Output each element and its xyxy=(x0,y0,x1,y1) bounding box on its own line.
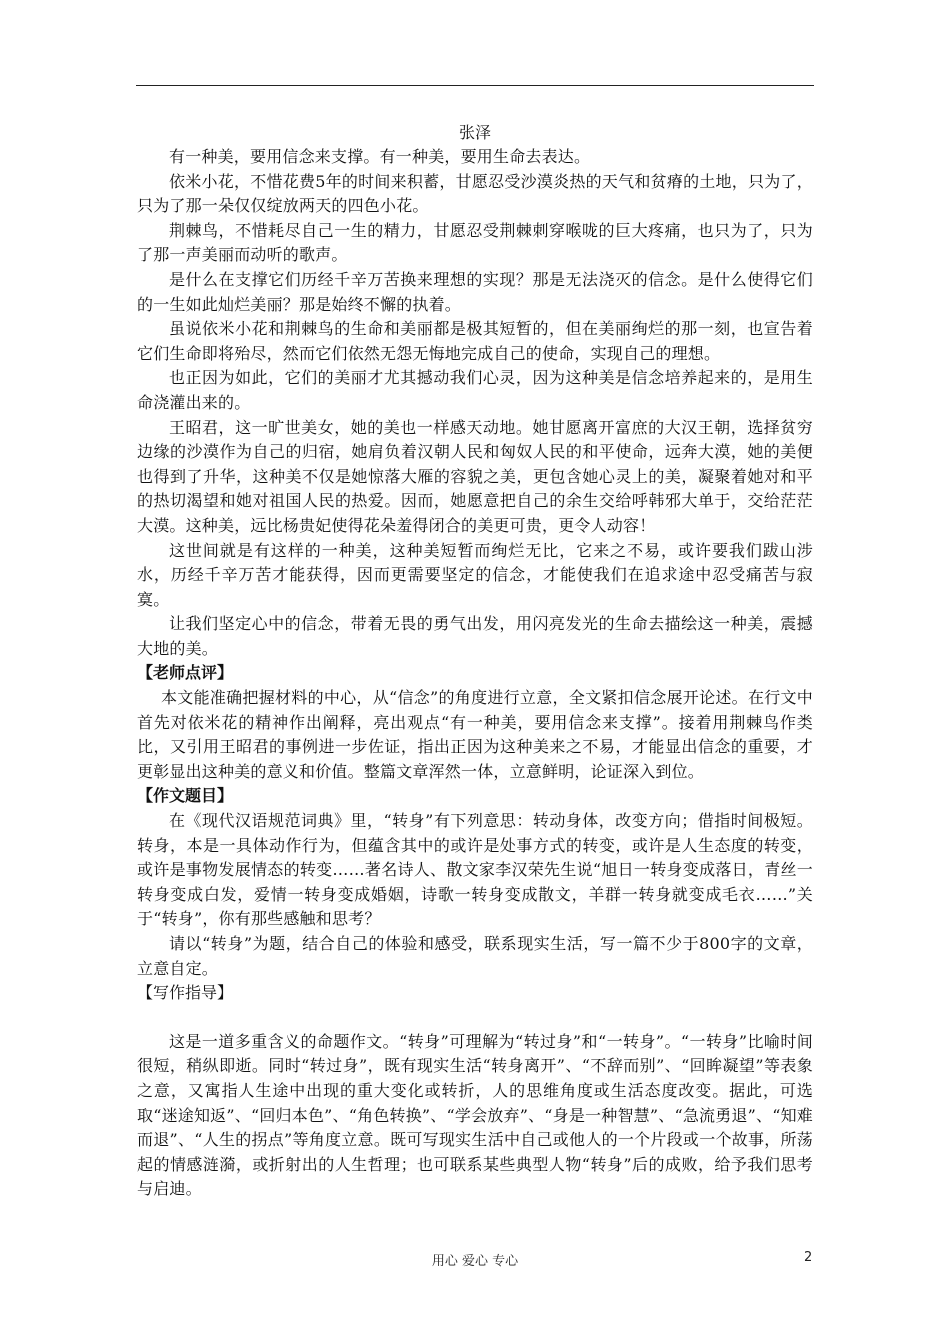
essay-paragraph: 让我们坚定心中的信念，带着无畏的勇气出发，用闪亮发光的生命去描绘这一种美，震撼大地的美。 xyxy=(137,614,813,658)
essay-paragraph: 这世间就是有这样的一种美，这种美短暂而绚烂无比，它来之不易，或许要我们跋山涉水，历经千辛万苦才能获得，因而更需要坚定的信念，才能使我们在追求途中忍受痛苦与寂寞。 xyxy=(137,540,813,609)
topic-heading: 【作文题目】 xyxy=(137,786,234,806)
essay-paragraph: 有一种美，要用信念来支撑。有一种美，要用生命去表达。 xyxy=(169,147,591,166)
document-body xyxy=(137,121,813,1202)
comment-heading: 【老师点评】 xyxy=(137,663,234,683)
essay-paragraph: 也正因为如此，它们的美丽才尤其撼动我们心灵，因为这种美是信念培养起来的，是用生命浇灌出来的。 xyxy=(137,368,813,412)
essay-paragraph: 虽说依米小花和荆棘鸟的生命和美丽都是极其短暂的，但在美丽绚烂的那一刻，也宣告着它们生命即将殆尽，然而它们依然无怨无悔地完成自己的使命，实现自己的理想。 xyxy=(137,319,813,363)
essay-paragraph: 依米小花，不惜花费5年的时间来积蓄，甘愿忍受沙漠炎热的天气和贫瘠的土地，只为了，只为了那一朵仅仅绽放两天的四色小花。 xyxy=(137,171,813,216)
essay-paragraph: 荆棘鸟，不惜耗尽自己一生的精力，甘愿忍受荆棘刺穿喉咙的巨大疼痛，也只为了，只为了那一声美丽而动听的歌声。 xyxy=(137,220,813,265)
essay-paragraph: 是什么在支撑它们历经千辛万苦换来理想的实现？那是无法浇灭的信念。是什么使得它们的一生如此灿烂美丽？那是始终不懈的执着。 xyxy=(137,269,813,314)
essay-author: 张泽 xyxy=(458,123,491,142)
page-number: 2 xyxy=(804,1250,813,1265)
essay-paragraph: 王昭君，这一旷世美女，她的美也一样感天动地。她甘愿离开富庶的大汉王朝，选择贫穷边缘的沙漠作为自己的归宿，她肩负着汉朝人民和匈奴人民的和平使命，远奔大漠，她的美便也得到了升华，这种美不仅是她惊落大雁的容貌之美，更包含她心灵上的美，凝聚着她对和平的热切渴望和她对祖国人民的热爱。因而，她愿意把自己的余生交给呼韩邪大单于，交给茫茫大漠。这种美，远比杨贵妃使得花朵羞得闭合的美更可贵，更令人动容！ xyxy=(137,417,813,535)
comment-text: 本文能准确把握材料的中心，从“信念”的角度进行立意，全文紧扣信念展开论述。在行文中首先对依米花的精神作出阐释，亮出观点“有一种美，要用信念来支撑”。接着用荆棘鸟作类比，又引用王昭君的事例进一步佐证，指出正因为这种美来之不易，才能显出信念的重要，才更彰显出这种美的意义和价值。整篇文章浑然一体，立意鲜明，论证深入到位。 xyxy=(137,688,813,781)
guide-heading: 【写作指导】 xyxy=(137,983,234,1003)
spacer xyxy=(137,1006,813,1030)
topic-paragraph: 在《现代汉语规范词典》里，“转身”有下列意思：转动身体，改变方向；借指时间极短。转身，本是一具体动作行为，但蕴含其中的或许是处事方式的转变，或许是人生态度的转变，或许是事物发展情态的转变……著名诗人、散文家李汉荣先生说“旭日一转身变成落日，青丝一转身变成白发，爱情一转身变成婚姻，诗歌一转身变成散文，羊群一转身就变成毛衣……”关于“转身”，你有那些感触和思考？ xyxy=(137,811,813,929)
footer-motto: 用心 爱心 专心 xyxy=(431,1254,519,1269)
header-rule xyxy=(136,85,814,86)
guide-text: 这是一道多重含义的命题作文。“转身”可理解为“转过身”和“一转身”。“一转身”比喻时间很短，稍纵即逝。同时“转过身”，既有现实生活“转身离开”、“不辞而别”、“回眸凝望”等表象之意，又寓指人生途中出现的重大变化或转折，人的思维角度或生活态度改变。据此，可选取“迷途知返”、“回归本色”、“角色转换”、“学会放弃”、“身是一种智慧”、“急流勇退”、“知难而退”、“人生的拐点”等角度立意。既可写现实生活中自己或他人的一个片段或一个故事，所荡起的情感涟漪，或折射出的人生哲理；也可联系某些典型人物“转身”后的成败，给予我们思考与启迪。 xyxy=(137,1031,813,1199)
topic-paragraph: 请以“转身”为题，结合自己的体验和感受，联系现实生活，写一篇不少于800字的文章，立意自定。 xyxy=(137,934,813,978)
